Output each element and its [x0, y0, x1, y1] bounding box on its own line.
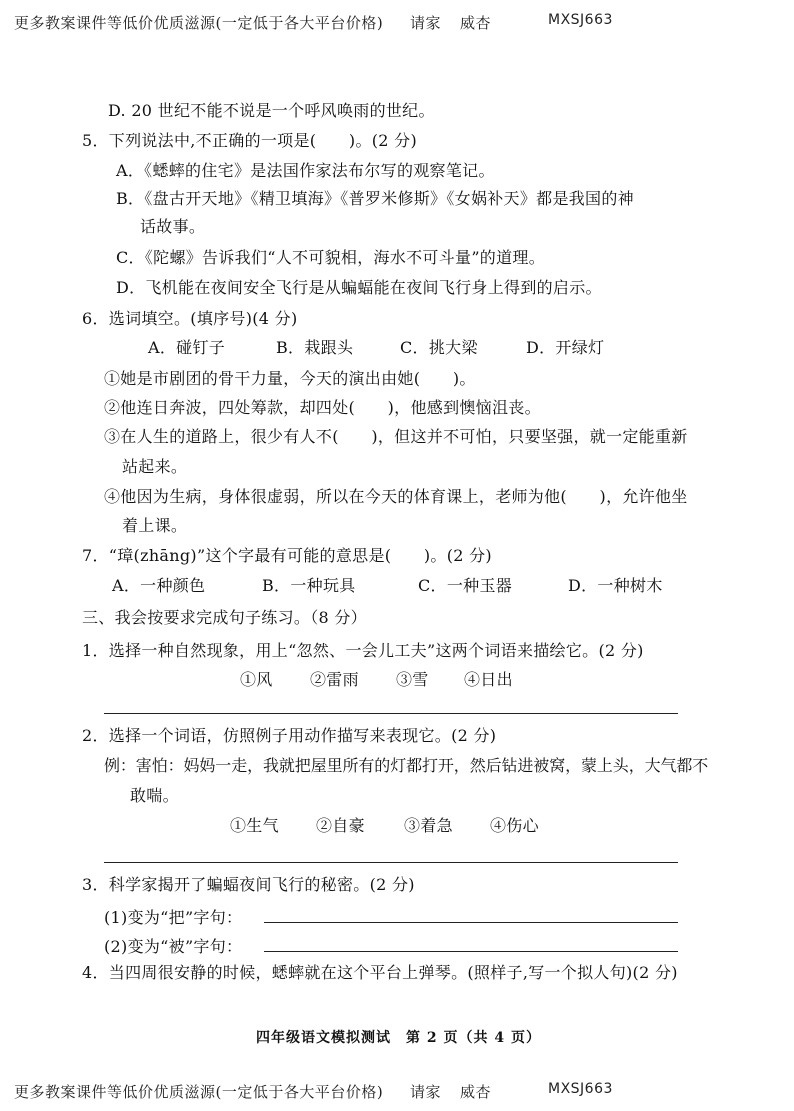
q4-option-d: D. 20 世纪不能不说是一个呼风唤雨的世纪。: [108, 101, 435, 120]
bottom-banner-code: MXSJ663: [548, 1081, 613, 1097]
q6-choice-c: C．挑大梁: [400, 338, 478, 357]
s2-example-line2: 敢喘。: [130, 786, 179, 805]
q6-item-2: ②他连日奔波，四处筹款，却四处( )，他感到懊恼沮丧。: [104, 398, 541, 417]
page-footer: 四年级语文模拟测试 第 2 页（共 4 页）: [256, 1030, 541, 1046]
s3-sub-1: (1)变为“把”字句：: [104, 908, 243, 927]
q7-choice-a: A．一种颜色: [112, 576, 206, 595]
q6-item-4-line2: 着上课。: [122, 516, 188, 535]
q6-item-3-line2: 站起来。: [122, 457, 188, 476]
q6-choice-a: A．碰钉子: [148, 338, 226, 357]
s1-option-4: ④日出: [464, 670, 513, 689]
q6-item-1: ①她是市剧团的骨干力量，今天的演出由她( )。: [104, 369, 476, 388]
s2-example-line1: 例：害怕：妈妈一走，我就把屋里所有的灯都打开，然后钻进被窝，蒙上头，大气都不: [104, 756, 709, 775]
q7-stem: 7．“璋(zhāng)”这个字最有可能的意思是( )。(2 分): [82, 546, 492, 565]
s2-stem: 2．选择一个词语，仿照例子用动作描写来表现它。(2 分): [82, 726, 497, 745]
q5-option-c: C．《陀螺》告诉我们“人不可貌相，海水不可斗量”的道理。: [116, 248, 546, 267]
top-banner-code: MXSJ663: [548, 12, 613, 28]
q6-choice-d: D．开绿灯: [526, 338, 605, 357]
s2-option-2: ②自豪: [316, 816, 365, 835]
q5-option-b-line2: 话故事。: [140, 217, 206, 236]
top-banner-contact-prefix: 请家: [410, 14, 442, 32]
q7-choice-c: C．一种玉器: [418, 576, 513, 595]
bottom-banner-contact-prefix: 请家: [410, 1083, 442, 1101]
top-banner-text: 更多教案课件等低价优质滋源(一定低于各大平台价格): [14, 14, 384, 32]
s1-answer-line[interactable]: [104, 713, 678, 714]
s1-option-3: ③雪: [396, 670, 429, 689]
s2-option-3: ③着急: [404, 816, 453, 835]
q5-option-d: D．飞机能在夜间安全飞行是从蝙蝠能在夜间飞行身上得到的启示。: [116, 278, 602, 297]
q5-option-a: A．《蟋蟀的住宅》是法国作家法布尔写的观察笔记。: [116, 161, 495, 180]
s1-option-2: ②雷雨: [310, 670, 359, 689]
q5-option-b-line1: B．《盘古开天地》《精卫填海》《普罗米修斯》《女娲补天》都是我国的神: [116, 189, 634, 208]
top-banner-contact-name: 威杏: [460, 14, 492, 32]
s2-option-1: ①生气: [230, 816, 279, 835]
q5-stem: 5．下列说法中,不正确的一项是( )。(2 分): [82, 131, 418, 150]
s3-stem: 3．科学家揭开了蝙蝠夜间飞行的秘密。(2 分): [82, 875, 415, 894]
s2-option-4: ④伤心: [490, 816, 539, 835]
s2-answer-line[interactable]: [104, 862, 678, 863]
q7-choice-b: B．一种玩具: [262, 576, 356, 595]
s3-sub-1-answer-line[interactable]: [264, 922, 678, 923]
s1-option-1: ①风: [240, 670, 273, 689]
q6-item-4-line1: ④他因为生病，身体很虚弱，所以在今天的体育课上，老师为他( )，允许他坐: [104, 487, 688, 506]
q6-item-3-line1: ③在人生的道路上，很少有人不( )，但这并不可怕，只要坚强，就一定能重新: [104, 427, 688, 446]
s3-sub-2: (2)变为“被”字句：: [104, 937, 243, 956]
q6-choice-b: B．栽跟头: [276, 338, 354, 357]
s4-stem: 4．当四周很安静的时候，蟋蟀就在这个平台上弹琴。(照样子,写一个拟人句)(2 分): [82, 963, 678, 982]
bottom-banner-contact-name: 威杏: [460, 1083, 492, 1101]
q7-choice-d: D．一种树木: [568, 576, 663, 595]
q6-stem: 6．选词填空。(填序号)(4 分): [82, 309, 298, 328]
section-3-heading: 三、我会按要求完成句子练习。（8 分）: [82, 608, 367, 627]
bottom-banner-text: 更多教案课件等低价优质滋源(一定低于各大平台价格): [14, 1083, 384, 1101]
s3-sub-2-answer-line[interactable]: [264, 951, 678, 952]
s1-stem: 1．选择一种自然现象，用上“忽然、一会儿工夫”这两个词语来描绘它。(2 分): [82, 641, 644, 660]
